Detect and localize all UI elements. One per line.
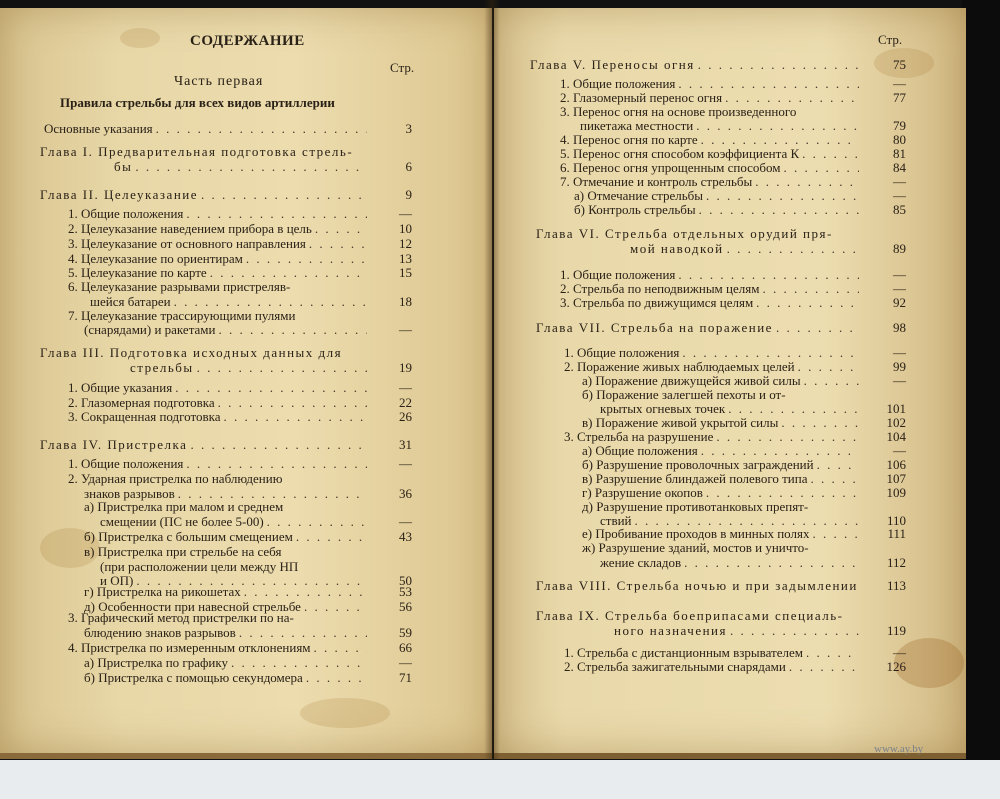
- toc-entry: [68, 395, 370, 410]
- leader-dots: [197, 360, 367, 375]
- page-number: 85: [893, 202, 906, 217]
- page-column-header: Стр.: [390, 60, 415, 75]
- toc-entry: [560, 281, 862, 296]
- toc-entry: [582, 540, 809, 555]
- leader-dots: [190, 437, 367, 452]
- right-toc: [494, 8, 966, 753]
- toc-entry-title: ж) Разрушение зданий, мостов и уничто-: [582, 540, 809, 555]
- leader-dots: [246, 251, 367, 266]
- page-number: 31: [399, 437, 412, 452]
- toc-entry: [560, 104, 796, 119]
- toc-entry: [560, 146, 862, 161]
- toc-entry: [68, 221, 370, 236]
- toc-entry-title: 7. Целеуказание трассирующими пулями: [68, 308, 296, 323]
- toc-entry-title: 1. Стрельба с дистанционным взрывателем: [564, 645, 803, 660]
- page-number: —: [893, 76, 906, 91]
- toc-entry-title: 4. Целеуказание по ориентирам: [68, 251, 243, 266]
- leader-dots: [762, 281, 859, 296]
- leader-dots: [789, 659, 859, 674]
- toc-entry-title: 2. Стрельба по неподвижным целям: [560, 281, 760, 296]
- page-number: 79: [893, 118, 906, 133]
- page-number: —: [893, 281, 906, 296]
- page-number: 112: [886, 555, 906, 570]
- toc-entry: [564, 359, 862, 374]
- toc-entry: [68, 308, 295, 323]
- toc-entry-continuation: мой наводкой . . .: [630, 241, 862, 256]
- toc-entry-title: 6. Целеуказание разрывами пристреляв-: [68, 279, 291, 294]
- toc-entry-title: Глава II. Целеуказание: [40, 187, 199, 202]
- toc-entry: [84, 670, 370, 685]
- leader-dots: [701, 443, 859, 458]
- toc-entry: [536, 320, 862, 335]
- background-strip: [0, 760, 1000, 799]
- toc-entry: [560, 295, 862, 310]
- leader-dots: [784, 160, 859, 175]
- toc-entry-title: д) Разрушение противотанковых препят-: [582, 499, 809, 514]
- leader-dots: [802, 146, 859, 161]
- page-number: 119: [886, 623, 906, 638]
- toc-entry-title: а) Пристрелка по графику: [84, 655, 229, 670]
- toc-entry-title: д) Особенности при навесной стрельбе: [84, 599, 301, 614]
- toc-entry-title: е) Пробивание проходов в минных полях: [582, 526, 810, 541]
- toc-entry: [68, 251, 370, 266]
- leader-dots: [306, 670, 367, 685]
- toc-entry: [536, 226, 833, 241]
- toc-entry-continuation: шейся батареи . . .: [90, 294, 370, 309]
- page-number: 107: [886, 471, 906, 486]
- toc-entry-continuation: бы . . .: [114, 159, 370, 174]
- toc-entry-title: Основные указания: [44, 121, 153, 136]
- page-number: —: [893, 345, 906, 360]
- toc-entry-title: г) Пристрелка на рикошетах: [84, 584, 241, 599]
- page-number: 110: [886, 513, 906, 528]
- part-label: Часть первая: [174, 74, 264, 89]
- leader-dots: [309, 236, 367, 251]
- toc-entry-continuation: ствий . . .: [600, 513, 862, 528]
- leader-dots: [701, 132, 859, 147]
- page-number: 84: [893, 160, 906, 175]
- page-number: 98: [893, 320, 906, 335]
- toc-entry-title: Глава V. Переносы огня: [530, 57, 695, 72]
- page-number: 101: [886, 401, 906, 416]
- toc-entry: [560, 76, 862, 91]
- toc-entry-title: Глава VII. Стрельба на поражение: [536, 320, 773, 335]
- leader-dots: [716, 429, 859, 444]
- page-number: 80: [893, 132, 906, 147]
- leader-dots: [218, 395, 367, 410]
- toc-entry-title: 5. Перенос огня способом коэффициента К: [560, 146, 800, 161]
- toc-entry: [560, 160, 862, 175]
- page-number: —: [399, 514, 412, 529]
- page-number: 126: [886, 659, 906, 674]
- toc-entry-title: б) Разрушение проволочных заграждений: [582, 457, 814, 472]
- leader-dots: [219, 322, 368, 337]
- page-number: 111: [887, 526, 906, 541]
- toc-entry: [84, 544, 281, 559]
- toc-entry-title: а) Отмечание стрельбы: [574, 188, 703, 203]
- toc-entry-title: Глава IV. Пристрелка: [40, 437, 188, 452]
- page-number: 77: [893, 90, 906, 105]
- page-column-header: Стр.: [878, 32, 903, 47]
- leader-dots: [727, 241, 859, 256]
- leader-dots: [315, 221, 367, 236]
- toc-entry-title: 3. Стрельба на разрушение: [564, 429, 714, 444]
- toc-entry-title: б) Пристрелка с большим смещением: [84, 529, 293, 544]
- toc-entry: [68, 265, 370, 280]
- toc-entry: [582, 373, 862, 388]
- page-number: —: [399, 206, 412, 221]
- toc-entry: [536, 578, 862, 593]
- toc-entry-title: 1. Общие положения: [68, 456, 184, 471]
- toc-entry: [40, 144, 353, 159]
- toc-entry-continuation: пикетажа местности . . .: [580, 118, 862, 133]
- page-number: 92: [893, 295, 906, 310]
- toc-entry-title: Глава III. Подготовка исходных данных для: [40, 345, 343, 360]
- leader-dots: [725, 90, 859, 105]
- toc-entry-continuation: (при расположении цели между НП: [100, 559, 299, 574]
- toc-entry: [564, 429, 862, 444]
- toc-entry: [560, 174, 862, 189]
- toc-entry: [84, 529, 370, 544]
- leader-dots: [186, 456, 367, 471]
- toc-entry: [84, 584, 370, 599]
- left-page: [0, 8, 492, 759]
- toc-entry: [564, 345, 862, 360]
- toc-entry-continuation: и ОП) . . .: [100, 573, 370, 588]
- leader-dots: [810, 471, 859, 486]
- page-number: —: [399, 380, 412, 395]
- leader-dots: [706, 485, 859, 500]
- leader-dots: [210, 265, 367, 280]
- page-number: 22: [399, 395, 412, 410]
- leader-dots: [314, 640, 367, 655]
- toc-entry-title: Глава VI. Стрельба отдельных орудий пря-: [536, 226, 833, 241]
- leader-dots: [804, 373, 859, 388]
- toc-entry-title: 5. Целеуказание по карте: [68, 265, 207, 280]
- toc-entry-title: б) Пристрелка с помощью секундомера: [84, 670, 303, 685]
- toc-entry: [68, 236, 370, 251]
- toc-entry: [84, 499, 283, 514]
- page-number: 53: [399, 584, 412, 599]
- toc-entry: [582, 499, 808, 514]
- leader-dots: [684, 555, 859, 570]
- leader-dots: [224, 409, 367, 424]
- leader-dots: [776, 320, 859, 335]
- toc-entry-title: 1. Общие положения: [560, 267, 676, 282]
- toc-entry-continuation: блюдению знаков разрывов . . .: [84, 625, 370, 640]
- leader-dots: [682, 345, 859, 360]
- toc-entry-title: 1. Общие положения: [560, 76, 676, 91]
- book-gutter: [484, 0, 500, 760]
- background-dark-edge: [962, 0, 1000, 760]
- toc-entry-title: в) Пристрелка при стрельбе на себя: [84, 544, 282, 559]
- toc-entry-title: 2. Целеуказание наведением прибора в цель: [68, 221, 312, 236]
- leader-dots: [267, 514, 367, 529]
- page-number: 56: [399, 599, 412, 614]
- leader-dots: [730, 623, 859, 638]
- toc-entry: [582, 443, 862, 458]
- page-number: —: [399, 655, 412, 670]
- toc-entry-title: б) Контроль стрельбы: [574, 202, 696, 217]
- toc-entry-title: 7. Отмечание и контроль стрельбы: [560, 174, 753, 189]
- page-number: 6: [405, 159, 412, 174]
- page-number: 109: [886, 485, 906, 500]
- toc-entry-continuation: (снарядами) и ракетами . . .: [84, 322, 370, 337]
- toc-entry-title: г) Разрушение окопов: [582, 485, 703, 500]
- page-number: 12: [399, 236, 412, 251]
- leader-dots: [678, 267, 859, 282]
- toc-entry-title: 3. Сокращенная подготовка: [68, 409, 221, 424]
- toc-entry-title: 3. Целеуказание от основного направления: [68, 236, 306, 251]
- page-number: 75: [893, 57, 906, 72]
- page-number: 99: [893, 359, 906, 374]
- part-title: Правила стрельбы для всех видов артиллерии: [60, 95, 335, 110]
- toc-entry-title: 3. Перенос огня на основе произведенного: [560, 104, 797, 119]
- page-number: 104: [886, 429, 906, 444]
- toc-entry-title: 2. Ударная пристрелка по наблюдению: [68, 471, 283, 486]
- toc-entry-continuation: крытых огневых точек . . .: [600, 401, 862, 416]
- toc-entry-title: 1. Общие положения: [564, 345, 680, 360]
- toc-entry: [582, 457, 862, 472]
- page-number: 81: [893, 146, 906, 161]
- toc-entry-title: Глава VIII. Стрельба ночью и при задымлении: [536, 578, 858, 593]
- page-number: 113: [886, 578, 906, 593]
- leader-dots: [781, 415, 859, 430]
- toc-entry-title: 1. Общие указания: [68, 380, 173, 395]
- toc-entry-title: 4. Перенос огня по карте: [560, 132, 698, 147]
- page-number: —: [893, 443, 906, 458]
- toc-entry-title: 3. Графический метод пристрелки по на-: [68, 610, 294, 625]
- page-number: —: [893, 645, 906, 660]
- leader-dots: [174, 294, 367, 309]
- leader-dots: [239, 625, 367, 640]
- toc-entry-title: а) Пристрелка при малом и среднем: [84, 499, 284, 514]
- leader-dots: [244, 584, 367, 599]
- page-number: 89: [893, 241, 906, 256]
- toc-heading: СОДЕРЖАНИЕ: [190, 33, 305, 49]
- toc-entry: [536, 608, 844, 623]
- toc-entry-continuation: жение складов . . .: [600, 555, 862, 570]
- page-number: 3: [405, 121, 412, 136]
- right-page: [494, 8, 966, 759]
- page-number: 26: [399, 409, 412, 424]
- toc-entry: [582, 485, 862, 500]
- toc-entry: [68, 471, 282, 486]
- leader-dots: [186, 206, 367, 221]
- toc-entry: [84, 655, 370, 670]
- toc-entry: [574, 202, 862, 217]
- toc-entry-title: 3. Стрельба по движущимся целям: [560, 295, 754, 310]
- page-number: —: [399, 322, 412, 337]
- page-number: —: [893, 188, 906, 203]
- leader-dots: [231, 655, 367, 670]
- toc-entry: [40, 345, 342, 360]
- toc-entry: [44, 121, 370, 136]
- leader-dots: [728, 401, 859, 416]
- page-number: —: [893, 267, 906, 282]
- page-number: 50: [399, 573, 412, 588]
- toc-entry: [68, 456, 370, 471]
- toc-entry: [560, 132, 862, 147]
- leader-dots: [812, 526, 859, 541]
- leader-dots: [201, 187, 367, 202]
- toc-entry-continuation: знаков разрывов . . .: [84, 486, 370, 501]
- page-number: 15: [399, 265, 412, 280]
- leader-dots: [698, 57, 859, 72]
- toc-entry: [530, 57, 862, 72]
- page-number: 106: [886, 457, 906, 472]
- toc-entry: [68, 409, 370, 424]
- toc-entry-title: а) Поражение движущейся живой силы: [582, 373, 801, 388]
- leader-dots: [756, 295, 859, 310]
- toc-entry: [564, 659, 862, 674]
- toc-entry: [560, 267, 862, 282]
- toc-entry-title: 2. Глазомерная подготовка: [68, 395, 215, 410]
- toc-entry: [582, 415, 862, 430]
- toc-entry: [560, 90, 862, 105]
- page-number: 102: [886, 415, 906, 430]
- watermark: www.ay.by: [874, 743, 924, 755]
- page-number: —: [893, 373, 906, 388]
- toc-entry: [582, 526, 862, 541]
- page-number: —: [399, 456, 412, 471]
- toc-entry-title: в) Поражение живой укрытой силы: [582, 415, 779, 430]
- toc-entry-title: 2. Стрельба зажигательными снарядами: [564, 659, 786, 674]
- page-number: 59: [399, 625, 412, 640]
- toc-entry: [68, 610, 294, 625]
- left-toc: [0, 8, 492, 753]
- leader-dots: [817, 457, 859, 472]
- page-number: —: [893, 174, 906, 189]
- toc-entry-continuation: стрельбы . . .: [130, 360, 370, 375]
- toc-entry: [68, 279, 290, 294]
- leader-dots: [156, 121, 367, 136]
- leader-dots: [706, 188, 859, 203]
- page-number: 36: [399, 486, 412, 501]
- toc-entry-title: 2. Глазомерный перенос огня: [560, 90, 723, 105]
- toc-entry: [582, 387, 786, 402]
- toc-entry: [582, 471, 862, 486]
- toc-entry-title: 6. Перенос огня упрощенным способом: [560, 160, 781, 175]
- page-number: 9: [405, 187, 412, 202]
- leader-dots: [755, 174, 859, 189]
- page-number: 18: [399, 294, 412, 309]
- toc-entry-title: б) Поражение залегшей пехоты и от-: [582, 387, 786, 402]
- toc-entry-title: Глава IX. Стрельба боеприпасами специаль-: [536, 608, 844, 623]
- leader-dots: [304, 599, 367, 614]
- page-number: 19: [399, 360, 412, 375]
- leader-dots: [798, 359, 859, 374]
- page-number: 66: [399, 640, 412, 655]
- leader-dots: [696, 118, 859, 133]
- leader-dots: [678, 76, 859, 91]
- leader-dots: [296, 529, 367, 544]
- leader-dots: [135, 159, 367, 174]
- page-number: 13: [399, 251, 412, 266]
- page-number: 43: [399, 529, 412, 544]
- toc-entry-title: в) Разрушение блиндажей полевого типа: [582, 471, 808, 486]
- leader-dots: [699, 202, 859, 217]
- leader-dots: [175, 380, 367, 395]
- toc-entry: [564, 645, 862, 660]
- toc-entry-title: Глава I. Предварительная подготовка стрель-: [40, 144, 354, 159]
- toc-entry-title: 2. Поражение живых наблюдаемых целей: [564, 359, 795, 374]
- page-number: 10: [399, 221, 412, 236]
- toc-entry-title: а) Общие положения: [582, 443, 698, 458]
- toc-entry: [40, 437, 370, 452]
- toc-entry-continuation: смещении (ПС не более 5-00) . . .: [100, 514, 370, 529]
- toc-entry: [68, 206, 370, 221]
- toc-entry: [574, 188, 862, 203]
- toc-entry: [68, 380, 370, 395]
- toc-entry: [68, 640, 370, 655]
- page-number: 71: [399, 670, 412, 685]
- toc-entry-title: 1. Общие положения: [68, 206, 184, 221]
- toc-entry: [40, 187, 370, 202]
- leader-dots: [806, 645, 859, 660]
- toc-entry-continuation: ного назначения . . .: [614, 623, 862, 638]
- toc-entry-title: 4. Пристрелка по измеренным отклонениям: [68, 640, 311, 655]
